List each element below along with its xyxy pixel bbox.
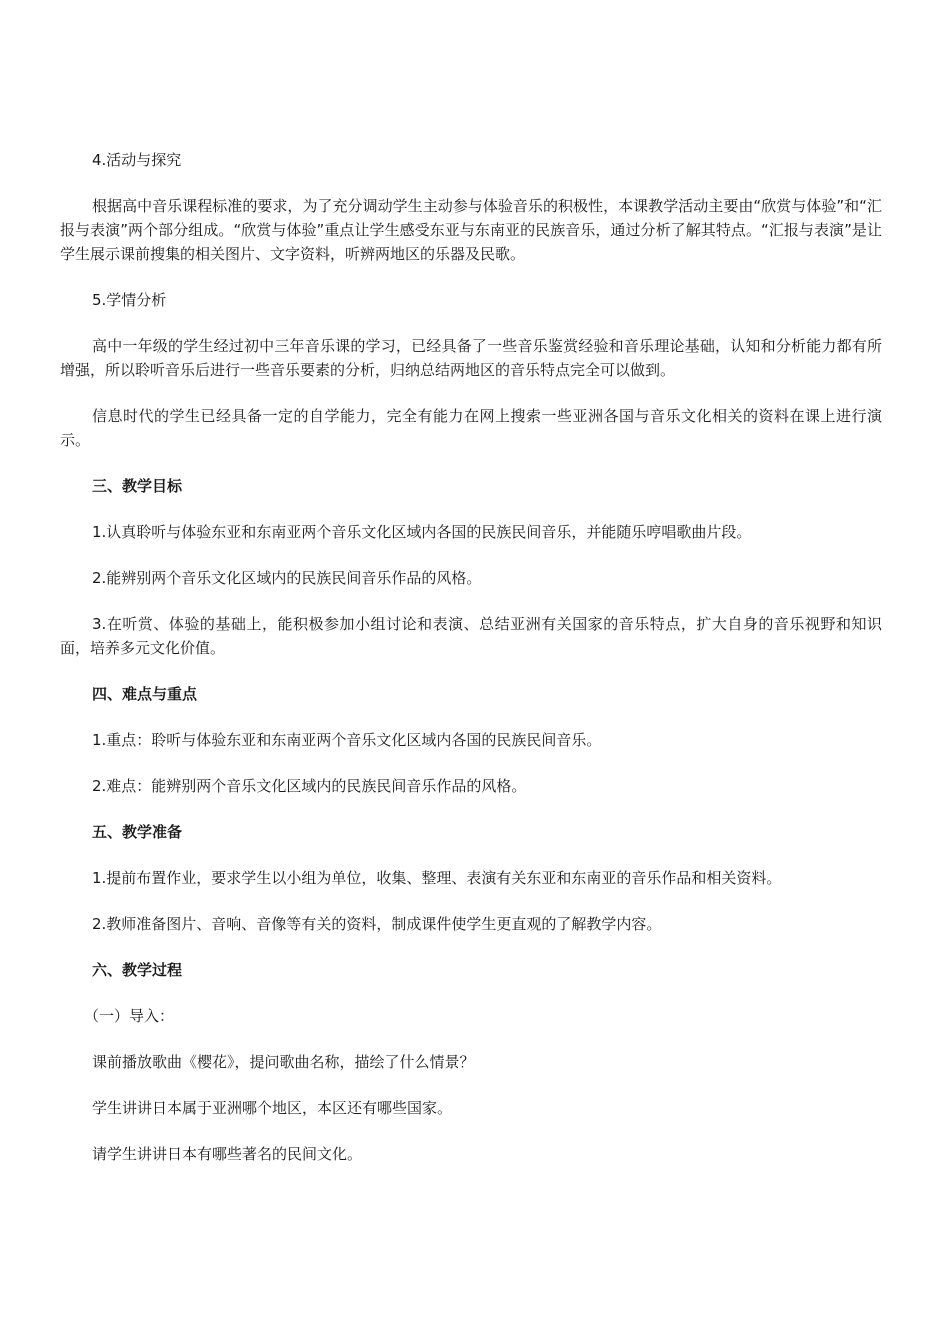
paragraph-student-analysis-body-1: 高中一年级的学生经过初中三年音乐课的学习，已经具备了一些音乐鉴赏经验和音乐理论基础，认知和分析能力都有所增强，所以聆听音乐后进行一些音乐要素的分析，归纳总结两地区的音乐特点完全可以做到。	[60, 337, 882, 379]
process-step-3: 请学生讲讲日本有哪些著名的民间文化。	[92, 1145, 363, 1163]
process-intro-label: （一）导入：	[84, 1007, 175, 1025]
paragraph-activity-title: 4.活动与探究	[92, 151, 182, 169]
preparation-item-1: 1.提前布置作业，要求学生以小组为单位，收集、整理、表演有关东亚和东南亚的音乐作品和相关资料。	[92, 869, 782, 887]
goal-item-2: 2.能辨别两个音乐文化区域内的民族民间音乐作品的风格。	[92, 569, 482, 587]
preparation-item-2: 2.教师准备图片、音响、音像等有关的资料，制成课件使学生更直观的了解教学内容。	[92, 915, 662, 933]
paragraph-student-analysis-title: 5.学情分析	[92, 291, 167, 309]
key-point-item-1: 1.重点：聆听与体验东亚和东南亚两个音乐文化区域内各国的民族民间音乐。	[92, 731, 602, 749]
paragraph-activity-body: 根据高中音乐课程标准的要求，为了充分调动学生主动参与体验音乐的积极性，本课教学活动主要由“欣赏与体验”和“汇报与表演”两个部分组成。“欣赏与体验”重点让学生感受东亚与东南亚的民族音乐，通过分析了解其特点。“汇报与表演”是让学生展示课前搜集的相关图片、文字资料，听辨两地区的乐器及民歌。	[60, 197, 882, 263]
process-step-1: 课前播放歌曲《樱花》，提问歌曲名称，描绘了什么情景？	[92, 1053, 475, 1071]
goal-item-3: 3.在听赏、体验的基础上，能积极参加小组讨论和表演、总结亚洲有关国家的音乐特点，扩大自身的音乐视野和知识面，培养多元文化价值。	[60, 615, 882, 657]
section-heading-key-points: 四、难点与重点	[92, 685, 198, 703]
paragraph-student-analysis-body-2: 信息时代的学生已经具备一定的自学能力，完全有能力在网上搜索一些亚洲各国与音乐文化相关的资料在课上进行演示。	[60, 407, 882, 449]
process-step-2: 学生讲讲日本属于亚洲哪个地区，本区还有哪些国家。	[92, 1099, 453, 1117]
section-heading-preparation: 五、教学准备	[92, 823, 183, 841]
key-point-item-2: 2.难点：能辨别两个音乐文化区域内的民族民间音乐作品的风格。	[92, 777, 527, 795]
goal-item-1: 1.认真聆听与体验东亚和东南亚两个音乐文化区域内各国的民族民间音乐，并能随乐哼唱歌曲片段。	[92, 523, 752, 541]
section-heading-goals: 三、教学目标	[92, 477, 183, 495]
section-heading-process: 六、教学过程	[92, 961, 183, 979]
document-page	[60, 148, 882, 1188]
